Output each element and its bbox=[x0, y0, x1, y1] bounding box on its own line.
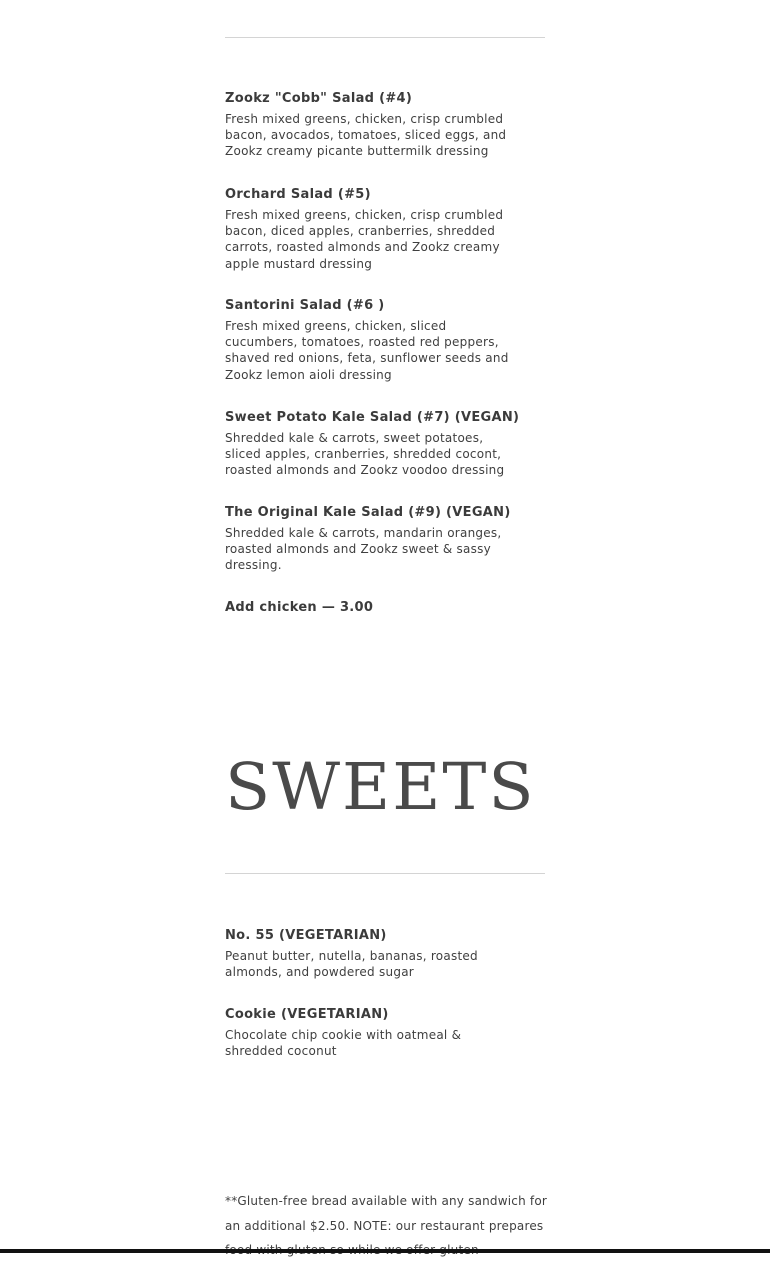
menu-item-original-kale-salad bbox=[225, 504, 520, 574]
menu-item-orchard-salad bbox=[225, 186, 520, 272]
gluten-free-footnote: **Gluten-free bread available with any sandwich for an additional $2.50. NOTE: our restaurant prepares bbox=[225, 1194, 548, 1233]
sweets-divider bbox=[225, 873, 545, 874]
menu-item-description: Peanut butter, nutella, bananas, roasted almonds, and powdered sugar bbox=[225, 949, 478, 980]
menu-item-title: The Original Kale Salad (#9) (VEGAN) bbox=[225, 505, 511, 520]
menu-addon bbox=[225, 599, 520, 620]
bottom-edge-bar bbox=[0, 1249, 770, 1253]
menu-item-title: Cookie (VEGETARIAN) bbox=[225, 1007, 389, 1022]
menu-item-description: Chocolate chip cookie with oatmeal & shredded coconut bbox=[225, 1028, 462, 1059]
menu-item-description: Fresh mixed greens, chicken, crisp crumbled bacon, diced apples, cranberries, shredded carrots, roasted almonds and Zookz creamy apple mustard dressing bbox=[225, 208, 504, 271]
menu-item-description: Fresh mixed greens, chicken, crisp crumbled bacon, avocados, tomatoes, sliced eggs, and Zookz creamy picante buttermilk dressing bbox=[225, 112, 507, 159]
menu-item-title: Zookz "Cobb" Salad (#4) bbox=[225, 91, 413, 106]
menu-item-title: Sweet Potato Kale Salad (#7) (VEGAN) bbox=[225, 410, 520, 425]
menu-item-description: Fresh mixed greens, chicken, sliced cucumbers, tomatoes, roasted red peppers, shaved red onions, feta, sunflower seeds and Zookz lemon aioli dressing bbox=[225, 319, 509, 382]
menu-item-cookie bbox=[225, 1006, 520, 1059]
menu-item-title: No. 55 (VEGETARIAN) bbox=[225, 928, 387, 943]
addon-chicken-price: Add chicken — 3.00 bbox=[225, 600, 374, 615]
menu-item-no-55 bbox=[225, 927, 520, 980]
salads-divider bbox=[225, 37, 545, 38]
menu-item-description: Shredded kale & carrots, mandarin oranges, roasted almonds and Zookz sweet & sassy dressing. bbox=[225, 526, 502, 573]
menu-item-title: Orchard Salad (#5) bbox=[225, 187, 371, 202]
menu-item-description: Shredded kale & carrots, sweet potatoes, sliced apples, cranberries, shredded cocont, roasted almonds and Zookz voodoo dressing bbox=[225, 431, 505, 478]
menu-item-santorini-salad bbox=[225, 297, 520, 383]
menu-item-sweet-potato-kale-salad bbox=[225, 409, 520, 479]
menu-item-title: Santorini Salad (#6 ) bbox=[225, 298, 385, 313]
menu-item-cobb-salad bbox=[225, 90, 520, 160]
section-title-sweets: SWEETS bbox=[225, 748, 536, 825]
